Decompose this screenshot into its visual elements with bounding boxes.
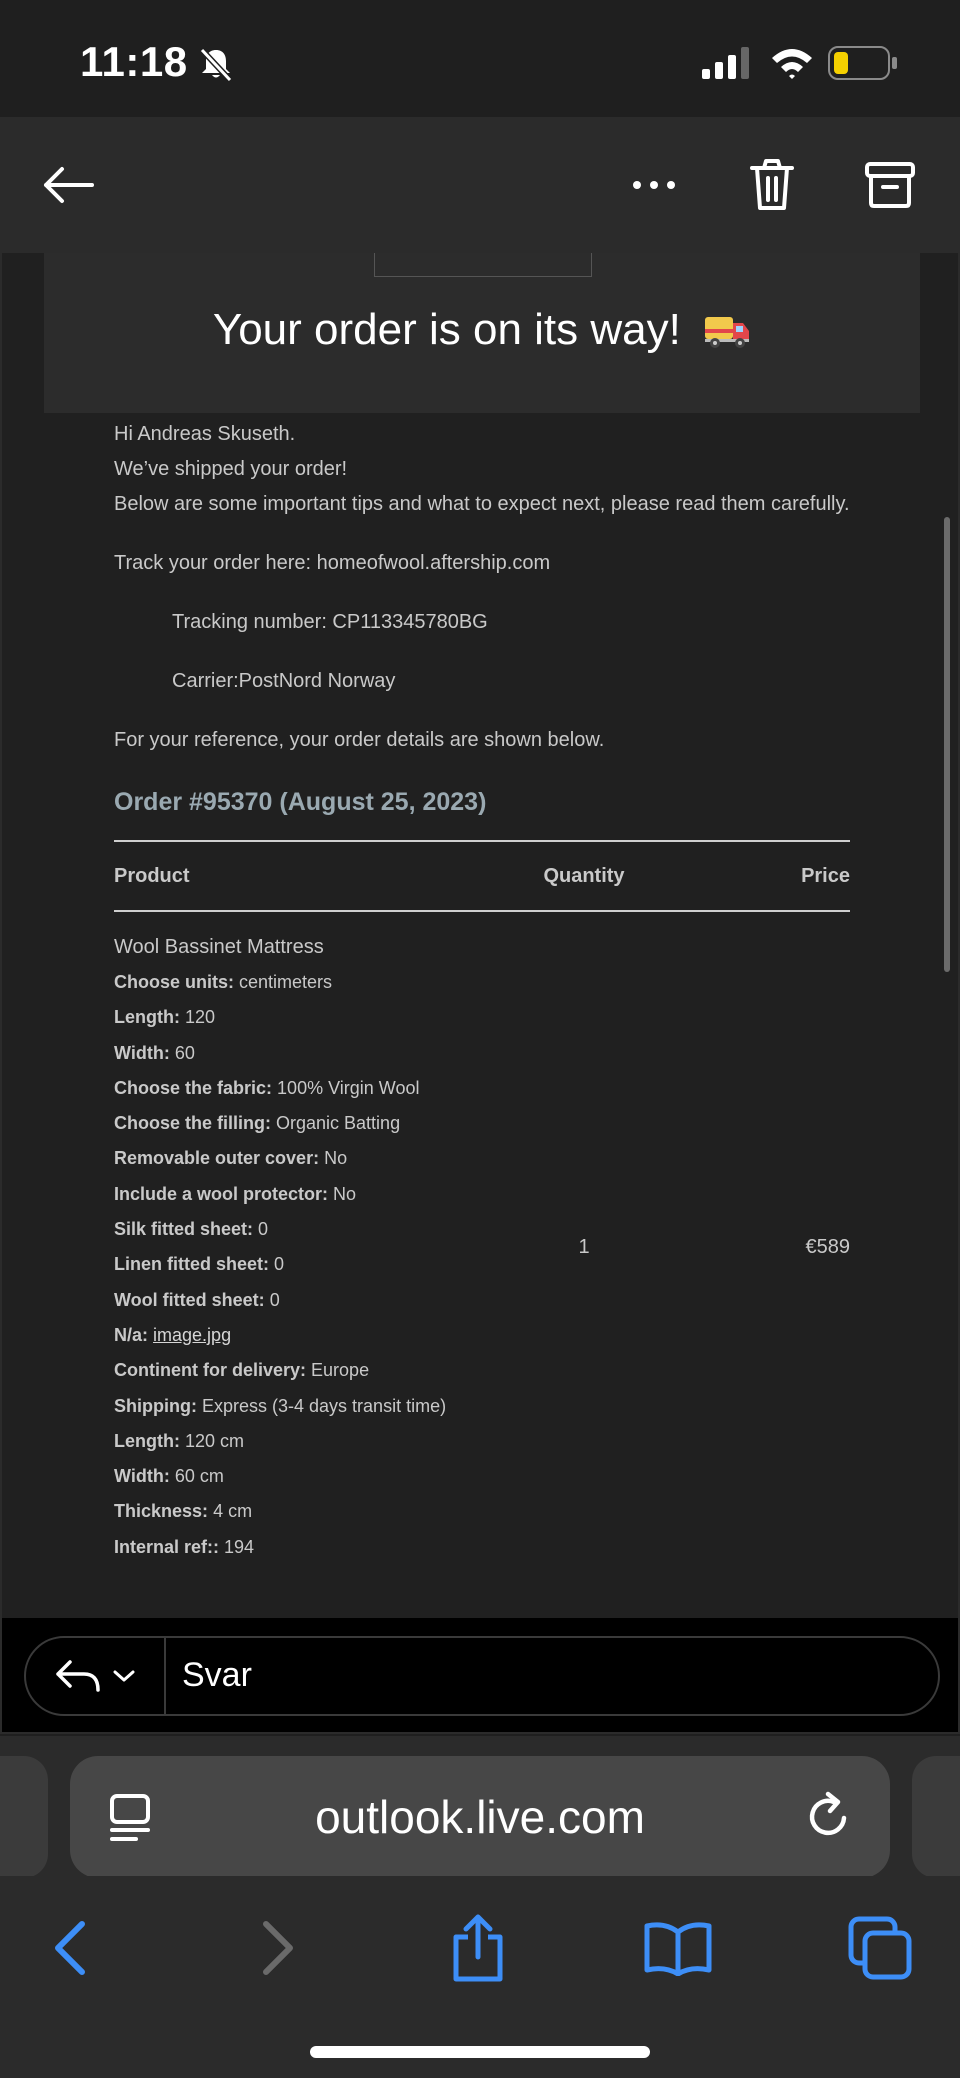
reload-icon[interactable] (804, 1790, 856, 1844)
bookmarks-button[interactable] (638, 1908, 718, 1988)
attr-value: No (324, 1148, 348, 1169)
attr-row (114, 1212, 484, 1247)
scrollbar[interactable] (944, 517, 950, 972)
attr-label: Choose units: (114, 972, 234, 992)
email-header-card (44, 253, 920, 413)
attr-label: Continent for delivery: (114, 1360, 307, 1381)
back-icon (50, 1920, 90, 1976)
attr-row (114, 1000, 484, 1035)
attr-label: Thickness: (114, 1501, 209, 1522)
mail-toolbar (0, 117, 960, 253)
status-time: 11:18 (80, 38, 188, 85)
attr-row (114, 1318, 484, 1353)
reply-pill (24, 1636, 940, 1716)
attr-row (114, 1247, 484, 1282)
delivery-truck-icon (703, 315, 751, 349)
attr-label: Length: (114, 1007, 180, 1028)
forward-icon (258, 1920, 298, 1976)
email-header-title-text: Your order is on its way! (212, 305, 681, 354)
trash-icon (748, 158, 796, 212)
reply-arrow-icon (54, 1658, 102, 1694)
attr-row (114, 1424, 484, 1459)
attr-value: 0 (269, 1289, 280, 1310)
product-column-header: Product (114, 864, 190, 887)
attr-row (114, 1353, 484, 1388)
chevron-down-icon (112, 1668, 136, 1684)
reply-options-button[interactable] (26, 1638, 166, 1714)
attr-label: Choose the fabric: (114, 1077, 273, 1098)
email-body[interactable] (0, 253, 960, 1618)
wifi-icon (770, 46, 814, 80)
tracking-number-text: Tracking number: CP113345780BG (172, 611, 488, 633)
tabs-button[interactable] (840, 1908, 920, 1988)
track-order-text[interactable]: Track your order here: homeofwool.aftership.com (114, 552, 551, 574)
home-indicator[interactable] (310, 2046, 650, 2058)
browser-forward-button[interactable] (238, 1908, 318, 1988)
share-button[interactable] (438, 1908, 518, 1988)
tips-text: Below are some important tips and what to expect next, please read them carefully. (114, 493, 850, 515)
browser-back-button[interactable] (30, 1908, 110, 1988)
attr-value: 0 (274, 1254, 285, 1275)
share-icon (450, 1913, 506, 1983)
attr-row (114, 1494, 484, 1529)
status-bar (0, 0, 960, 117)
attr-row (114, 1106, 484, 1141)
attr-label: Width: (114, 1042, 170, 1063)
address-bar[interactable] (70, 1756, 890, 1878)
more-button[interactable] (618, 149, 690, 221)
attr-label: Include a wool protector: (114, 1183, 329, 1204)
attr-label: Length: (114, 1430, 180, 1451)
attr-label: Choose the filling: (114, 1113, 271, 1134)
archive-button[interactable] (854, 149, 926, 221)
url-text: outlook.live.com (315, 1791, 645, 1843)
price-column-header: Price (801, 864, 850, 887)
attr-row (114, 1036, 484, 1071)
email-header-title (44, 305, 920, 355)
attr-row (114, 1177, 484, 1212)
reference-text: For your reference, your order details are shown below. (114, 729, 605, 751)
table-row (114, 912, 850, 1565)
battery-icon (828, 46, 898, 80)
reply-input[interactable]: Svar (182, 1656, 252, 1694)
attr-value: 120 (185, 1007, 216, 1028)
attr-value: Express (3-4 days transit time) (202, 1395, 447, 1416)
attr-value: 60 cm (174, 1466, 224, 1487)
product-cell (114, 930, 484, 1565)
shipped-text: We’ve shipped your order! (114, 458, 348, 480)
attr-label: Removable outer cover: (114, 1148, 320, 1169)
attr-value: 4 cm (213, 1501, 253, 1522)
attr-row (114, 1141, 484, 1176)
attr-value: 100% Virgin Wool (277, 1077, 420, 1098)
attr-value: 194 (224, 1536, 255, 1557)
attr-row (114, 1530, 484, 1565)
back-arrow-icon (42, 165, 94, 205)
bell-off-icon (196, 44, 236, 84)
attr-row (114, 965, 484, 1000)
attr-value: 60 (174, 1042, 195, 1063)
attr-label: Linen fitted sheet: (114, 1254, 270, 1275)
email-content (114, 417, 850, 1565)
image-link[interactable]: image.jpg (153, 1324, 232, 1345)
logo-placeholder (374, 253, 592, 277)
attr-label: Shipping: (114, 1395, 197, 1416)
attr-label: Internal ref:: (114, 1536, 220, 1557)
attr-label: Silk fitted sheet: (114, 1219, 254, 1240)
tabs-icon (847, 1915, 913, 1981)
attr-row (114, 1389, 484, 1424)
attr-row (114, 1283, 484, 1318)
product-name: Wool Bassinet Mattress (114, 936, 324, 958)
attr-value: Europe (311, 1360, 370, 1381)
price-cell: €589 (805, 1236, 850, 1259)
archive-icon (864, 161, 916, 209)
attr-value: Organic Batting (276, 1113, 401, 1134)
next-tab-preview[interactable] (912, 1756, 960, 1878)
attr-value: centimeters (239, 972, 333, 992)
order-table (114, 840, 850, 1565)
browser-toolbar (0, 1876, 960, 2078)
reply-bar (0, 1618, 960, 1734)
bookmarks-icon (643, 1920, 713, 1976)
carrier-text: Carrier:PostNord Norway (172, 670, 396, 692)
attr-label: Width: (114, 1466, 170, 1487)
order-title: Order #95370 (August 25, 2023) (114, 788, 487, 816)
attr-row (114, 1459, 484, 1494)
more-icon (632, 180, 676, 190)
greeting-text: Hi Andreas Skuseth. (114, 423, 296, 445)
attr-label: N/a: (114, 1324, 149, 1345)
quantity-column-header: Quantity (543, 864, 625, 887)
attr-label: Wool fitted sheet: (114, 1289, 265, 1310)
previous-tab-preview[interactable] (0, 1756, 48, 1878)
quantity-cell: 1 (578, 1236, 590, 1259)
order-table-header (114, 842, 850, 912)
attr-value: 120 cm (185, 1430, 245, 1451)
back-button[interactable] (32, 149, 104, 221)
delete-button[interactable] (736, 149, 808, 221)
attr-value: 0 (258, 1219, 269, 1240)
attr-value: No (333, 1183, 357, 1204)
attr-row (114, 1071, 484, 1106)
signal-icon (702, 47, 750, 79)
browser-address-area (0, 1736, 960, 1876)
